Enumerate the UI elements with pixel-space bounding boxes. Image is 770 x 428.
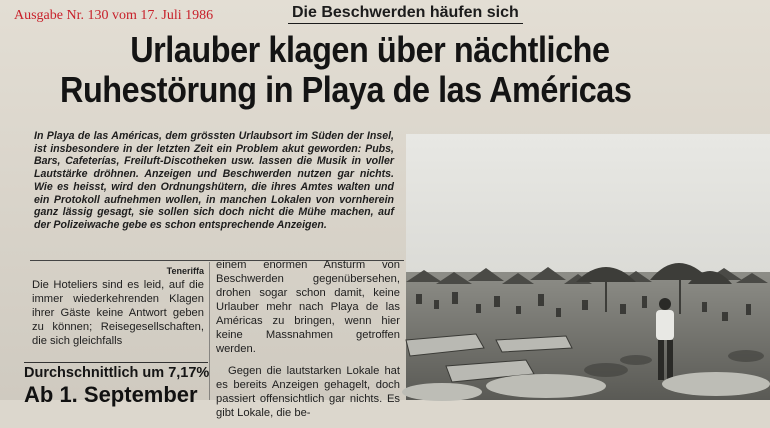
body-column-2 [216,258,400,428]
issue-date-label: Ausgabe Nr. 130 vom 17. Juli 1986 [14,8,214,23]
main-headline [60,30,672,110]
subheadline-september: Ab 1. September [24,382,198,407]
body-paragraph-2: Gegen die lautstarken Lokale hat es bereits Anzeigen gehagelt, doch passiert offensichtlich gar nichts. Es gibt Lokale, die be- [216,365,400,419]
headline-line-2: Ruhestörung in Playa de las Américas [60,69,632,110]
body-paragraph-1: einem enormen Ansturm von Beschwerden gegenübersehen, drohen sogar schon damit, keine Urlauber mehr nach Playa de las Américas zu bringen, wenn hier keine Massnahmen getroffen werden. [216,259,400,355]
kicker-headline: Die Beschwerden häufen sich [288,4,523,24]
headline-line-1: Urlauber klagen über nächtliche [130,29,610,70]
body-column-1: Die Hoteliers sind es leid, auf die immer wiederkehrenden Klagen ihrer Gäste keine Antwort geben zu können; Reisegesellschaften, die sich gleichfalls [32,279,204,347]
lead-paragraph: In Playa de las Américas, dem grössten Urlaubsort im Süden der Insel, ist insbesondere in der letzten Zeit ein Problem akut geworden: Pubs, Bars, Cafeterías, Freiluft-Discotheken usw. lassen die Musik in voller Lautstärke dröhnen. Anzeigen und Beschwerden nutzen gar nichts. Wie es heisst, wird den Ordnungshütern, die ihres Amtes walten und ein Protokoll aufnehmen wollen, in manchen Lokalen von vornherein ganz lässig gesagt, sie sollen sich doch nicht die Mühe machen, auf der Polizeiwache gebe es schon entsprechende Anzeigen. [34,130,394,231]
dateline: Teneriffa [166,266,204,276]
beach-photo-image [406,134,770,400]
beach-photo [406,134,770,400]
subheadline-percentage: Durchschnittlich um 7,17% [24,362,208,381]
column-divider [209,262,210,400]
